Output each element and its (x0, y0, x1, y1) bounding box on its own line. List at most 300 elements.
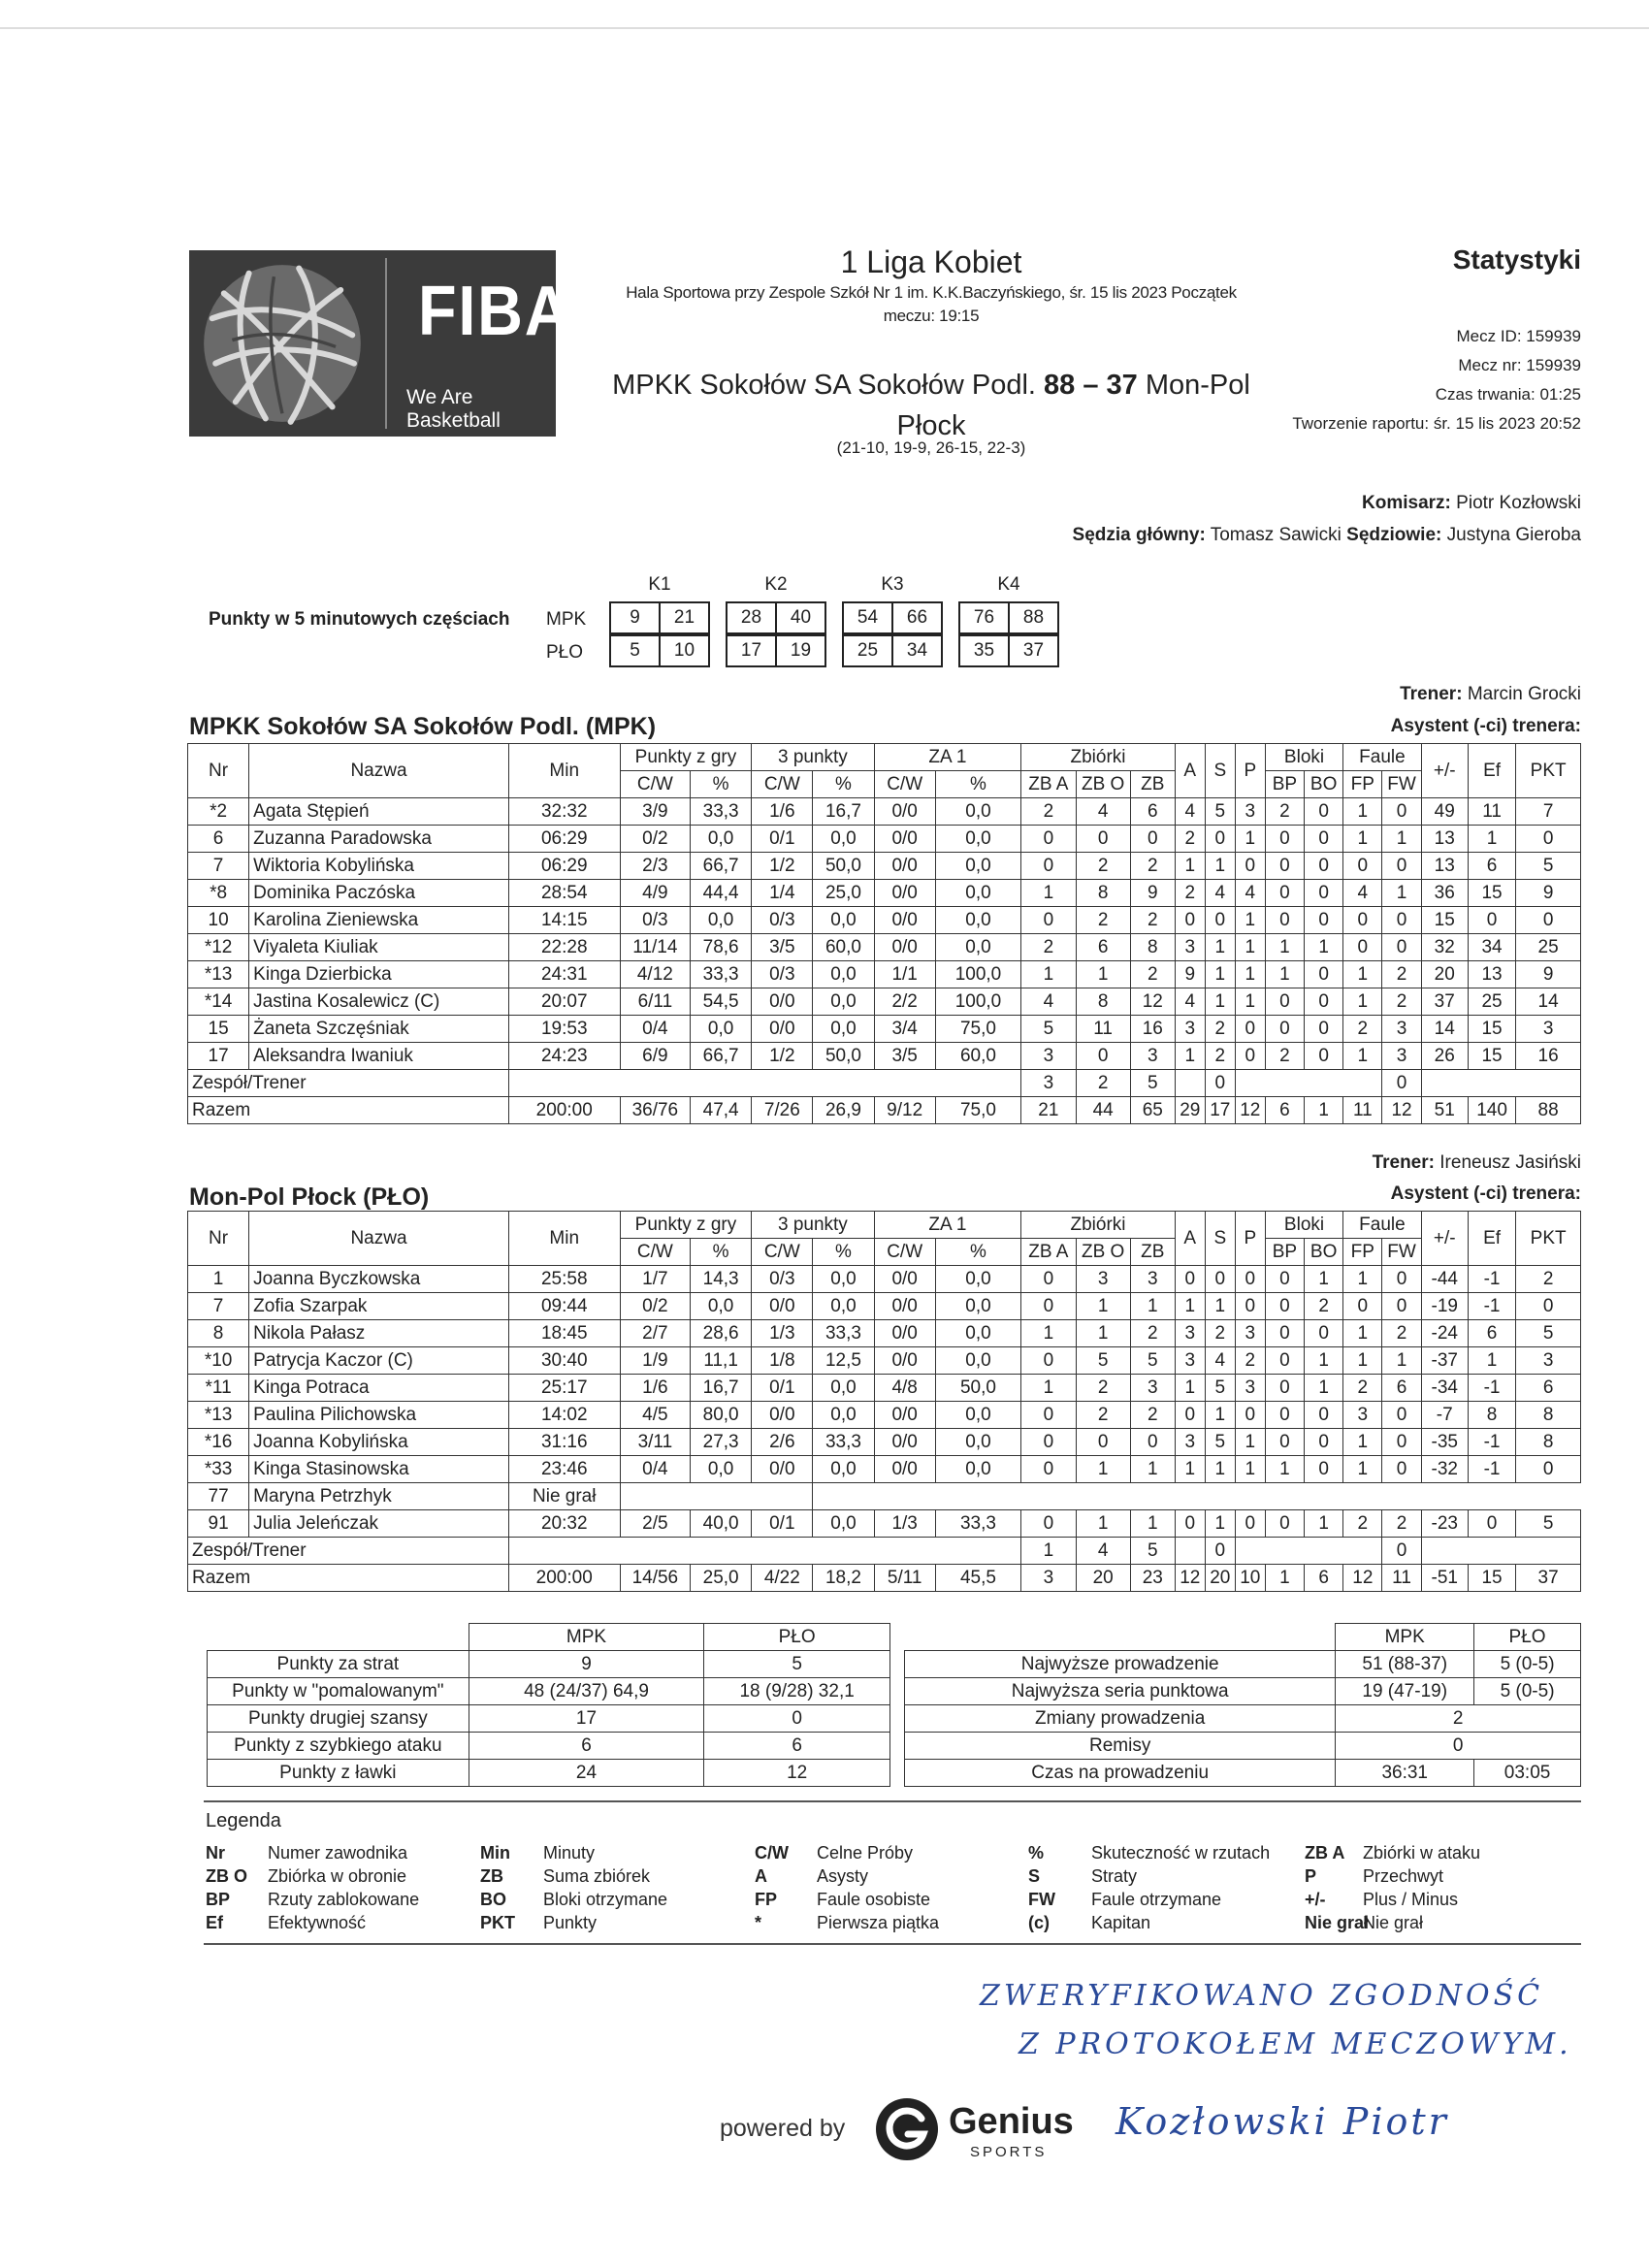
summary-value: 9 (469, 1651, 704, 1678)
col-subheader-bp: BP (1265, 1239, 1304, 1266)
col-subheader-cw: C/W (874, 771, 935, 798)
col-subheader-cw: C/W (874, 1239, 935, 1266)
player-row (188, 1266, 1581, 1293)
player-number: *8 (188, 880, 249, 907)
summary-value: 51 (88-37) (1336, 1651, 1474, 1678)
col-subheader-pct: % (813, 771, 874, 798)
stat-cell: 0 (1235, 853, 1265, 880)
stat-cell: 0 (1382, 1429, 1421, 1456)
col-header-a: A (1175, 744, 1205, 798)
summary-label: Remisy (905, 1733, 1336, 1760)
stat-cell: 3 (1130, 1043, 1175, 1070)
stat-cell: 0,0 (935, 934, 1020, 961)
total-cell: 44 (1076, 1097, 1130, 1124)
stat-cell: 3 (1021, 1043, 1076, 1070)
legend-desc: Rzuty zablokowane (268, 1890, 420, 1909)
stat-cell: 0/3 (752, 961, 813, 988)
stat-cell: 0 (1021, 907, 1076, 934)
stat-cell: 18:45 (508, 1320, 620, 1347)
player-name: Aleksandra Iwaniuk (249, 1043, 509, 1070)
col-subheader-pct: % (691, 771, 752, 798)
stat-cell: 2 (1130, 1320, 1175, 1347)
col-subheader-zbo: ZB O (1076, 1239, 1130, 1266)
stat-cell: 0,0 (935, 1347, 1020, 1375)
stat-cell: 0,0 (813, 1402, 874, 1429)
stat-cell: 2/6 (752, 1429, 813, 1456)
coach-name: Ireneusz Jasiński (1439, 1152, 1581, 1173)
summary-value-merged: 2 (1336, 1705, 1581, 1733)
stat-cell: 1 (1175, 853, 1205, 880)
stat-cell: 0 (1382, 1293, 1421, 1320)
player-row (188, 961, 1581, 988)
stat-cell: 1/3 (874, 1510, 935, 1538)
handwritten-note-line1: ZWERYFIKOWANO ZGODNOŚĆ (980, 1979, 1544, 2013)
stat-cell: 33,3 (813, 1320, 874, 1347)
commissioner-label: Komisarz: (1362, 493, 1451, 513)
stat-cell: 0/1 (752, 1510, 813, 1538)
team-zbo: 2 (1076, 1070, 1130, 1097)
stat-cell: 0 (1468, 1510, 1515, 1538)
empty-cell (1421, 1070, 1580, 1097)
player-name: Paulina Pilichowska (249, 1402, 509, 1429)
stat-cell: 1 (1468, 1347, 1515, 1375)
player-row (188, 1375, 1581, 1402)
stat-cell: 3 (1130, 1266, 1175, 1293)
report-created: Tworzenie raportu: śr. 15 lis 2023 20:52 (1292, 414, 1581, 433)
stat-cell: 2/3 (620, 853, 690, 880)
stat-cell: 0 (1305, 1456, 1343, 1483)
empty-cell (508, 1070, 1020, 1097)
stat-cell: 0 (1265, 1266, 1304, 1293)
stat-cell: 1 (1343, 961, 1382, 988)
stat-cell: 0 (1382, 934, 1421, 961)
stat-cell: 2 (1343, 1016, 1382, 1043)
five-min-box-mpk-1 (609, 601, 710, 634)
stat-cell: 4/9 (620, 880, 690, 907)
stat-cell: 0/0 (874, 1456, 935, 1483)
stat-cell: 100,0 (935, 961, 1020, 988)
stat-cell: 1 (1130, 1293, 1175, 1320)
player-number: 15 (188, 1016, 249, 1043)
stat-cell: 0 (1235, 1293, 1265, 1320)
stat-cell: 2 (1130, 853, 1175, 880)
stat-cell: 1 (1130, 1456, 1175, 1483)
stat-cell: 1 (1205, 1456, 1235, 1483)
total-cell: 29 (1175, 1097, 1205, 1124)
stat-cell: 0 (1265, 1347, 1304, 1375)
stat-cell: 1 (1343, 1043, 1382, 1070)
stat-cell: 2 (1382, 1320, 1421, 1347)
player-row (188, 826, 1581, 853)
player-number: 8 (188, 1320, 249, 1347)
referee-name: Tomasz Sawicki (1210, 525, 1342, 545)
legend-desc: Skuteczność w rzutach (1091, 1843, 1271, 1863)
stat-cell: 2 (1130, 907, 1175, 934)
stat-cell: 1 (1235, 1456, 1265, 1483)
stat-cell: 0 (1305, 1429, 1343, 1456)
team2-title: Mon-Pol Płock (PŁO) (189, 1183, 430, 1211)
total-cell: 11 (1382, 1565, 1421, 1592)
total-cell: 26,9 (813, 1097, 874, 1124)
legend-abbr: (c) (1028, 1913, 1050, 1932)
col-subheader-zba: ZB A (1021, 771, 1076, 798)
stat-cell: 0/0 (752, 1293, 813, 1320)
five-min-label: Punkty w 5 minutowych częściach (209, 609, 510, 630)
five-min-score: 19 (790, 640, 812, 661)
stat-cell: 0/0 (752, 1016, 813, 1043)
total-cell: 37 (1516, 1565, 1581, 1592)
col-header-nazwa: Nazwa (249, 744, 509, 798)
stat-cell: 13 (1468, 961, 1515, 988)
stat-cell: 1 (1076, 1293, 1130, 1320)
empty-cell (1175, 1070, 1205, 1097)
summary-row (905, 1733, 1581, 1760)
stat-cell: 0 (1175, 1266, 1205, 1293)
stat-cell: 2 (1175, 880, 1205, 907)
stat-cell: 1 (1205, 1293, 1235, 1320)
stat-cell: 11,1 (691, 1347, 752, 1375)
summary-label: Najwyższa seria punktowa (905, 1678, 1336, 1705)
stat-cell: 0,0 (935, 1266, 1020, 1293)
stat-cell: 1 (1076, 1456, 1130, 1483)
stat-cell: 0,0 (813, 907, 874, 934)
col-subheader-cw: C/W (752, 1239, 813, 1266)
stat-cell: 0,0 (691, 907, 752, 934)
stat-cell: 60,0 (813, 934, 874, 961)
stat-cell: 1 (1343, 1456, 1382, 1483)
summary-header-mpk: MPK (1336, 1624, 1474, 1651)
stat-cell: 15 (1421, 907, 1468, 934)
stat-cell: 0/0 (874, 907, 935, 934)
summary-value: 36:31 (1336, 1760, 1474, 1787)
stat-cell: 0 (1305, 961, 1343, 988)
col-header-p: P (1235, 744, 1265, 798)
team-zbo: 4 (1076, 1538, 1130, 1565)
five-min-team1: MPK (546, 609, 587, 630)
stat-cell: 0 (1021, 1347, 1076, 1375)
stat-cell: 2 (1021, 798, 1076, 826)
stat-cell: 0,0 (813, 1456, 874, 1483)
team1-coach (999, 684, 1581, 705)
quarter-label-2: K2 (764, 574, 788, 595)
legend-desc: Straty (1091, 1866, 1138, 1886)
team1-title: MPKK Sokołów SA Sokołów Podl. (MPK) (189, 713, 657, 740)
team1-assistant (999, 716, 1581, 737)
match-duration: Czas trwania: 01:25 (1435, 385, 1581, 404)
legend-desc: Numer zawodnika (268, 1843, 408, 1863)
stat-cell: 3 (1235, 1320, 1265, 1347)
stat-cell: 24:23 (508, 1043, 620, 1070)
player-row (188, 1293, 1581, 1320)
stat-cell: 0 (1076, 1043, 1130, 1070)
stat-cell: 0,0 (935, 826, 1020, 853)
legend-top-rule (204, 1800, 1581, 1802)
stat-cell: 0/4 (620, 1016, 690, 1043)
stat-cell: 34 (1468, 934, 1515, 961)
col-header-tp: 3 punkty (752, 744, 874, 771)
stat-cell: 1 (1235, 961, 1265, 988)
stat-cell: -32 (1421, 1456, 1468, 1483)
total-cell: 3 (1021, 1565, 1076, 1592)
col-header-ft: ZA 1 (874, 1212, 1021, 1239)
total-cell: -51 (1421, 1565, 1468, 1592)
legend-abbr: PKT (480, 1913, 515, 1932)
five-min-score: 17 (728, 636, 777, 665)
fiba-wordmark: FIBA (418, 273, 572, 350)
stat-cell: 0/0 (752, 1456, 813, 1483)
stat-cell: 80,0 (691, 1402, 752, 1429)
stat-cell: 33,3 (935, 1510, 1020, 1538)
col-header-s: S (1205, 744, 1235, 798)
stat-cell: 06:29 (508, 853, 620, 880)
player-number: 17 (188, 1043, 249, 1070)
stat-cell: 3/11 (620, 1429, 690, 1456)
legend-abbr: A (755, 1866, 767, 1886)
legend-abbr: ZB O (206, 1866, 247, 1886)
player-name: Viyaleta Kiuliak (249, 934, 509, 961)
col-subheader-zba: ZB A (1021, 1239, 1076, 1266)
stat-cell: -7 (1421, 1402, 1468, 1429)
stat-cell: 0,0 (935, 880, 1020, 907)
stat-cell: -34 (1421, 1375, 1468, 1402)
five-min-score: 5 (611, 636, 661, 665)
player-number: *14 (188, 988, 249, 1016)
total-cell: 36/76 (620, 1097, 690, 1124)
legend-bottom-rule (204, 1943, 1581, 1945)
summary-row (208, 1678, 890, 1705)
assistant-label: Asystent (-ci) trenera: (1390, 716, 1581, 736)
total-cell: 18,2 (813, 1565, 874, 1592)
stat-cell: -1 (1468, 1429, 1515, 1456)
total-cell: 5/11 (874, 1565, 935, 1592)
stat-cell: 0 (1382, 1456, 1421, 1483)
stat-cell: 0,0 (691, 826, 752, 853)
stat-cell: 1 (1130, 1510, 1175, 1538)
stat-cell: 5 (1205, 1375, 1235, 1402)
stat-cell: 0 (1343, 934, 1382, 961)
stat-cell: 1 (1175, 1043, 1205, 1070)
total-cell: 12 (1343, 1565, 1382, 1592)
empty-cells-no-border (813, 1483, 1581, 1510)
venue-info (601, 281, 1261, 328)
stat-cell: 1 (1021, 961, 1076, 988)
stat-cell: 0 (1265, 826, 1304, 853)
stat-cell: 33,3 (691, 798, 752, 826)
stat-cell: 3/5 (874, 1043, 935, 1070)
total-cell: 9/12 (874, 1097, 935, 1124)
stat-cell: 28:54 (508, 880, 620, 907)
player-number: *33 (188, 1456, 249, 1483)
stat-cell: 1 (1076, 1510, 1130, 1538)
stat-cell: 2 (1175, 826, 1205, 853)
coach-label: Trener: (1400, 684, 1463, 704)
stat-cell: 15 (1468, 1043, 1515, 1070)
stat-cell: 0 (1305, 907, 1343, 934)
stat-cell: 0 (1175, 1402, 1205, 1429)
stat-cell: 0 (1076, 826, 1130, 853)
team-fw: 0 (1382, 1538, 1421, 1565)
stat-cell: 0/0 (752, 988, 813, 1016)
player-name: Patrycja Kaczor (C) (249, 1347, 509, 1375)
stat-cell: 5 (1021, 1016, 1076, 1043)
stat-cell: 100,0 (935, 988, 1020, 1016)
stat-cell: 4 (1205, 880, 1235, 907)
player-row (188, 880, 1581, 907)
stat-cell: 1 (1343, 1266, 1382, 1293)
stat-cell: 0,0 (935, 1320, 1020, 1347)
stat-cell: 0,0 (813, 1293, 874, 1320)
stat-cell: 0 (1265, 1320, 1304, 1347)
stat-cell: 2 (1076, 1375, 1130, 1402)
logo-divider (385, 258, 387, 429)
stat-cell: 0/2 (620, 1293, 690, 1320)
player-row (188, 934, 1581, 961)
stat-cell: 11/14 (620, 934, 690, 961)
col-subheader-pct: % (813, 1239, 874, 1266)
stat-cell: 0 (1021, 1429, 1076, 1456)
summary-label: Zmiany prowadzenia (905, 1705, 1336, 1733)
stat-cell: 16,7 (813, 798, 874, 826)
col-header-nr: Nr (188, 1212, 249, 1266)
stat-cell: 1/2 (752, 1043, 813, 1070)
summary-value: 5 (704, 1651, 890, 1678)
five-min-score: 21 (673, 607, 695, 628)
stat-cell: 28,6 (691, 1320, 752, 1347)
summary-row (905, 1760, 1581, 1787)
stat-cell: 0 (1382, 1402, 1421, 1429)
legend-abbr: % (1028, 1843, 1045, 1863)
stat-cell: 0 (1021, 1402, 1076, 1429)
player-number: 10 (188, 907, 249, 934)
summary-blank-header (208, 1624, 469, 1651)
stat-cell: 5 (1130, 1347, 1175, 1375)
stat-cell: 8 (1076, 988, 1130, 1016)
stat-cell: 1 (1205, 934, 1235, 961)
stat-cell: 33,3 (813, 1429, 874, 1456)
stat-cell: 50,0 (935, 1375, 1020, 1402)
player-number: 77 (188, 1483, 249, 1510)
legend-desc: Celne Próby (817, 1843, 914, 1863)
stat-cell: 14,3 (691, 1266, 752, 1293)
quarter-label-1: K1 (648, 574, 671, 595)
player-number: 7 (188, 1293, 249, 1320)
stat-cell: 0 (1305, 1402, 1343, 1429)
stat-cell: 1 (1235, 1429, 1265, 1456)
stat-cell: 0 (1021, 1266, 1076, 1293)
stat-cell: 1 (1235, 988, 1265, 1016)
stat-cell: 0 (1516, 907, 1581, 934)
match-result (592, 365, 1271, 446)
stat-cell: 5 (1516, 1510, 1581, 1538)
stat-cell: 26 (1421, 1043, 1468, 1070)
stat-cell: -35 (1421, 1429, 1468, 1456)
player-name: Jastina Kosalewicz (C) (249, 988, 509, 1016)
summary-blank-header (905, 1624, 1336, 1651)
stat-cell: 22:28 (508, 934, 620, 961)
stat-cell: 14 (1516, 988, 1581, 1016)
genius-brand-sub: SPORTS (970, 2144, 1048, 2160)
stat-cell: 2 (1205, 1320, 1235, 1347)
stat-cell: 0 (1382, 1266, 1421, 1293)
summary-row (905, 1678, 1581, 1705)
coach-name: Marcin Grocki (1467, 684, 1581, 704)
stat-cell: 1 (1305, 1510, 1343, 1538)
stat-cell: 0 (1175, 907, 1205, 934)
quarter-scores: (21-10, 19-9, 26-15, 22-3) (836, 438, 1026, 457)
stat-cell: 0,0 (813, 1375, 874, 1402)
player-row (188, 907, 1581, 934)
total-cell: 1 (1305, 1097, 1343, 1124)
stat-cell: 3 (1175, 1347, 1205, 1375)
legend-desc: Suma zbiórek (543, 1866, 651, 1886)
legend-abbr: FW (1028, 1890, 1055, 1909)
stat-cell: 3 (1235, 798, 1265, 826)
powered-by-text: powered by (720, 2115, 846, 2142)
stat-cell: 2/2 (874, 988, 935, 1016)
stat-cell: 3 (1235, 1375, 1265, 1402)
legend-abbr: ZB A (1305, 1843, 1345, 1863)
stat-cell: 0 (1343, 853, 1382, 880)
genius-g-icon (873, 2095, 941, 2163)
summary-value: 0 (704, 1705, 890, 1733)
team-zb: 5 (1130, 1538, 1175, 1565)
stat-cell: 0/0 (874, 798, 935, 826)
summary-row (208, 1733, 890, 1760)
five-min-score: 35 (960, 636, 1010, 665)
total-cell: 88 (1516, 1097, 1581, 1124)
match-meta (1242, 322, 1581, 438)
stat-cell: 6 (1468, 853, 1515, 880)
home-team-name: MPKK Sokołów SA Sokołów Podl. (612, 370, 1036, 401)
stat-cell: 1/6 (752, 798, 813, 826)
stat-cell: 0 (1076, 1429, 1130, 1456)
stat-cell: 0/0 (874, 826, 935, 853)
stat-cell: -24 (1421, 1320, 1468, 1347)
stat-cell: 3 (1516, 1016, 1581, 1043)
stat-cell: 0,0 (935, 1402, 1020, 1429)
team-coach-row (188, 1538, 1581, 1565)
legend-desc: Punkty (543, 1913, 598, 1932)
player-name: Karolina Zieniewska (249, 907, 509, 934)
legend-desc: Efektywność (268, 1913, 367, 1932)
stat-cell: 49 (1421, 798, 1468, 826)
total-cell: 11 (1343, 1097, 1382, 1124)
fiba-logo (189, 250, 572, 437)
five-min-box-mpk-3 (842, 601, 943, 634)
stat-cell: 1 (1205, 1402, 1235, 1429)
team-fw: 0 (1382, 1070, 1421, 1097)
player-row (188, 1016, 1581, 1043)
total-cell: 12 (1175, 1565, 1205, 1592)
summary-value: 03:05 (1474, 1760, 1581, 1787)
player-row (188, 1402, 1581, 1429)
col-subheader-bp: BP (1265, 771, 1304, 798)
total-cell: 6 (1265, 1097, 1304, 1124)
stat-cell: 32:32 (508, 798, 620, 826)
stat-cell: 25 (1468, 988, 1515, 1016)
col-header-fouls: Faule (1343, 1212, 1421, 1239)
summary-value: 17 (469, 1705, 704, 1733)
team-zba: 1 (1021, 1538, 1076, 1565)
stat-cell: 16 (1516, 1043, 1581, 1070)
player-name: Kinga Dzierbicka (249, 961, 509, 988)
five-min-score: 28 (728, 603, 777, 632)
summary-left-table (207, 1623, 890, 1787)
genius-brand: Genius (949, 2101, 1074, 2142)
stat-cell: 0 (1265, 1510, 1304, 1538)
team-coach-label: Zespół/Trener (188, 1538, 509, 1565)
stat-cell: 2 (1205, 1043, 1235, 1070)
